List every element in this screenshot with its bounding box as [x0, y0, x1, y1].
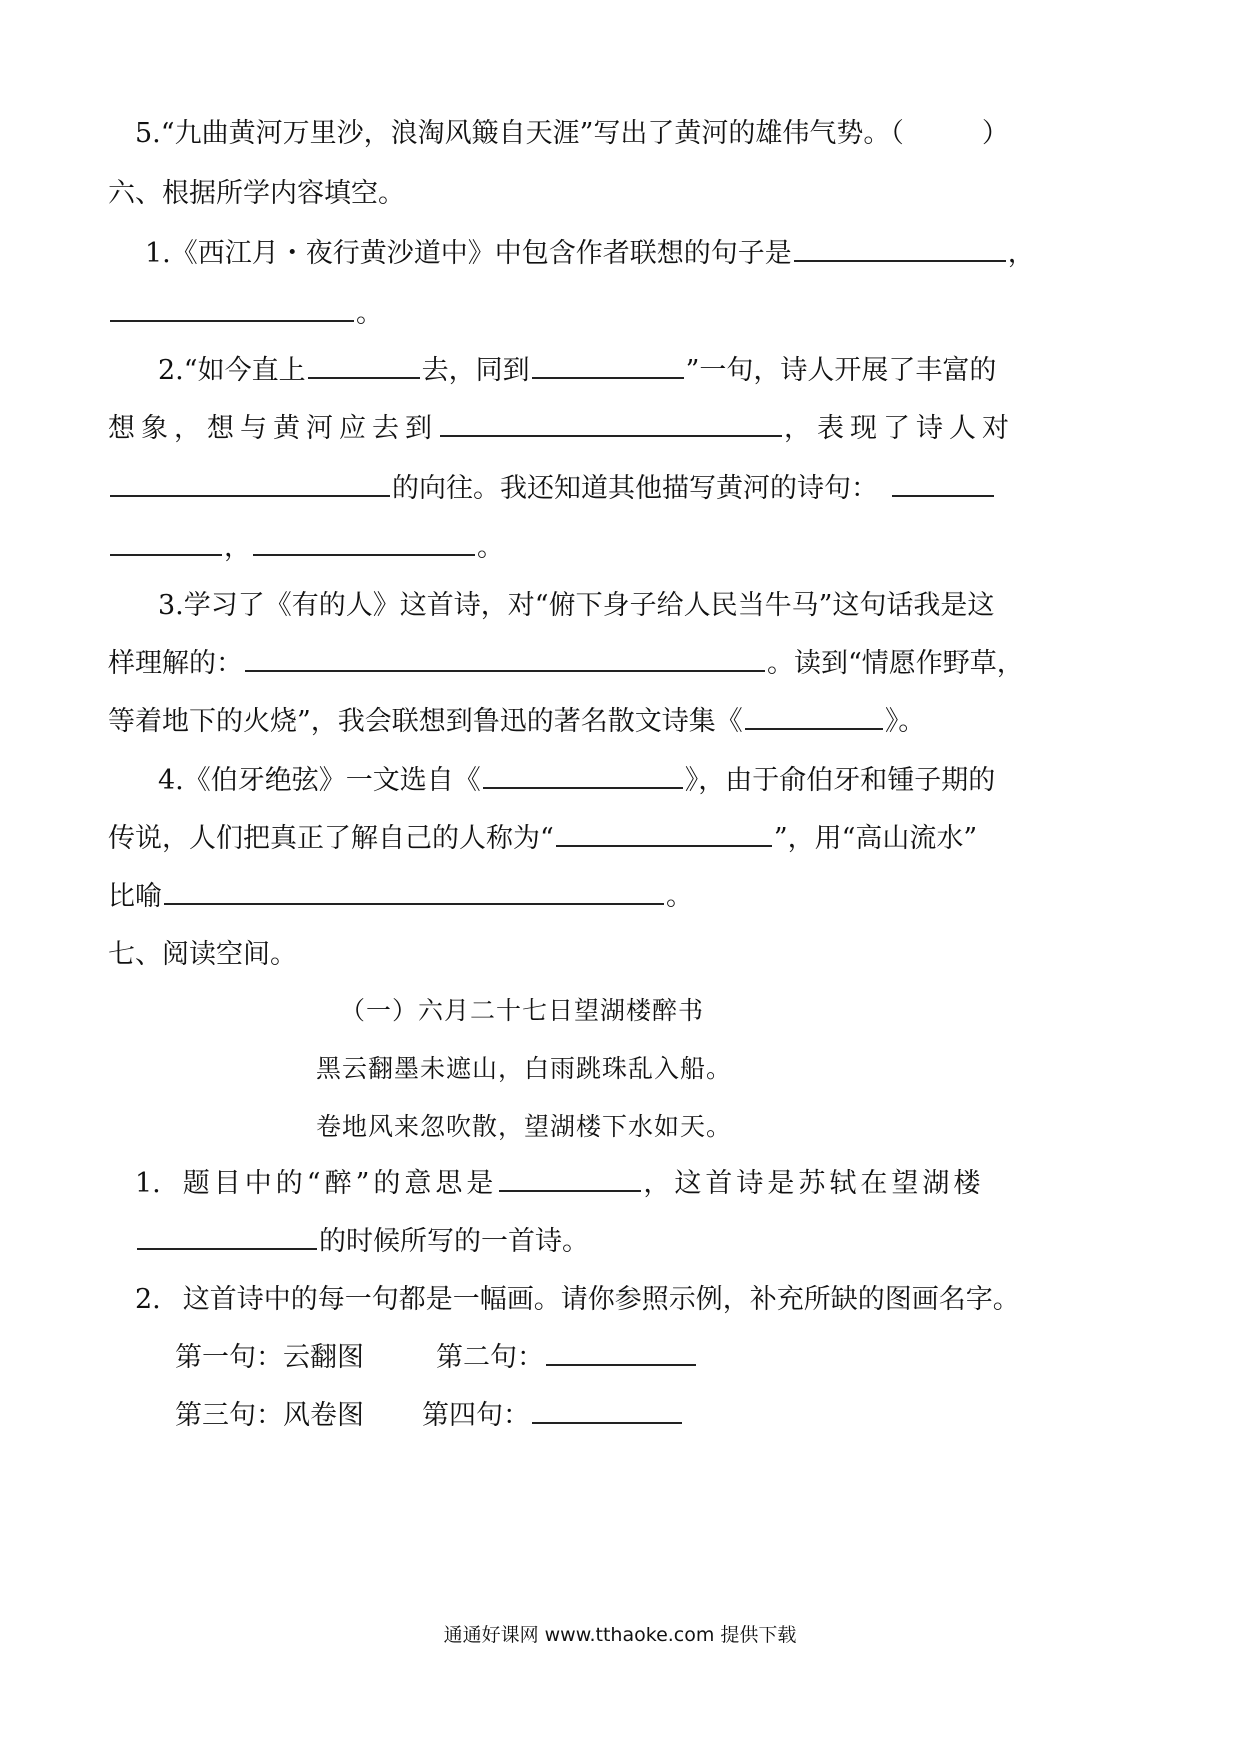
poem-line-1: 黑云翻墨未遮山，白雨跳珠乱入船。 — [316, 1054, 733, 1083]
s6-item2-text-f: 的向往。我还知道其他描写黄河的诗句： — [392, 473, 878, 504]
s7-q2-text: 这首诗中的每一句都是一幅画。请你参照示例，补充所缺的图画名字。 — [182, 1284, 1020, 1315]
fill-blank[interactable] — [532, 1400, 682, 1424]
fill-blank[interactable] — [546, 1342, 696, 1366]
s6-item2-text-h: 。 — [477, 532, 504, 563]
s6-item1-text: 1.《西江月・夜行黄沙道中》中包含作者联想的句子是 — [145, 238, 792, 269]
s7-q2-row1 — [175, 1340, 698, 1376]
s6-item4-text-b: 》，由于俞伯牙和锺子期的 — [684, 765, 996, 796]
s6-item1-comma: ， — [1007, 238, 1035, 269]
s6-item1-end: 。 — [356, 298, 383, 329]
s6-item3-text-d: 等着地下的火烧”，我会联想到鲁迅的著名散文诗集《 — [108, 706, 743, 737]
question-5-text: 5.“九曲黄河万里沙，浪淘风簸自天涯”写出了黄河的雄伟气势。（ — [135, 118, 904, 149]
s7-q1-number: 1. — [135, 1168, 161, 1199]
fill-blank[interactable] — [110, 298, 354, 322]
s6-item3-text-c: 。读到“情愿作野草， — [767, 648, 1024, 679]
fill-blank[interactable] — [164, 881, 664, 905]
s6-item2-text-b: 去，同到 — [421, 355, 530, 386]
footer: 通通好课网 www.tthaoke.com 提供下载 — [443, 1624, 797, 1646]
fill-blank[interactable] — [253, 532, 475, 556]
s7-q1-text-b: ，这首诗是苏轼在望湖楼 — [643, 1168, 985, 1199]
s6-item3-text-e: 》。 — [884, 706, 926, 737]
fill-blank[interactable] — [245, 648, 765, 672]
section-7-heading: 七、阅读空间。 — [108, 939, 297, 970]
s6-item4-line3 — [108, 879, 693, 915]
s6-item3-line2 — [108, 646, 1024, 682]
fill-blank[interactable] — [137, 1226, 317, 1250]
row2-label: 第四句： — [422, 1400, 530, 1431]
s6-item3-text-b: 样理解的： — [108, 648, 243, 679]
section-6-heading: 六、根据所学内容填空。 — [108, 178, 405, 209]
fill-blank[interactable] — [110, 473, 390, 497]
s6-item2-line2 — [108, 411, 1015, 447]
question-5-close: ） — [981, 118, 1009, 149]
s6-item2-text-a: 2.“如今直上 — [158, 355, 306, 386]
s6-item3-line1: 3.学习了《有的人》这首诗，对“俯下身子给人民当牛马”这句话我是这 — [158, 590, 995, 621]
fill-blank[interactable] — [308, 355, 420, 379]
s6-item1-line2 — [108, 296, 383, 332]
s6-item2-text-c: ”一句，诗人开展了丰富的 — [685, 355, 997, 386]
fill-blank[interactable] — [532, 355, 684, 379]
s6-item3-line3 — [108, 704, 925, 740]
s6-item4-line2 — [108, 821, 977, 857]
s7-q1-line1 — [135, 1166, 984, 1202]
fill-blank[interactable] — [499, 1168, 641, 1192]
s7-q2-row2 — [175, 1398, 684, 1434]
s6-item2-line4 — [108, 530, 504, 566]
s6-item1-line1 — [145, 236, 1035, 272]
s7-q2-line — [135, 1282, 1020, 1318]
s6-item2-text-g: ， — [224, 532, 251, 563]
fill-blank[interactable] — [440, 413, 782, 437]
fill-blank[interactable] — [556, 823, 772, 847]
s7-q1-text-a: 题目中的“醉”的意思是 — [182, 1168, 498, 1199]
s6-item4-line1 — [158, 763, 995, 799]
s7-q2-number: 2. — [135, 1284, 161, 1315]
s6-item2-text-e: ，表现了诗人对 — [784, 413, 1015, 444]
s6-item4-text-f: 。 — [666, 881, 693, 912]
fill-blank[interactable] — [483, 765, 683, 789]
row1-given: 第一句：云翻图 — [175, 1342, 364, 1373]
s7-q1-line2 — [135, 1224, 589, 1260]
s6-item4-text-c: 传说，人们把真正了解自己的人称为“ — [108, 823, 554, 854]
fill-blank[interactable] — [794, 238, 1006, 262]
row2-given: 第三句：风卷图 — [175, 1400, 364, 1431]
s6-item4-text-a: 4.《伯牙绝弦》一文选自《 — [158, 765, 481, 796]
question-5 — [135, 116, 1009, 152]
poem-title: （一）六月二十七日望湖楼醉书 — [340, 996, 705, 1025]
s6-item4-text-e: 比喻 — [108, 881, 162, 912]
s7-q1-text-c: 的时候所写的一首诗。 — [319, 1226, 589, 1257]
fill-blank[interactable] — [892, 473, 994, 497]
s6-item2-line3 — [108, 471, 996, 507]
s6-item2-line1 — [158, 353, 996, 389]
fill-blank[interactable] — [745, 706, 883, 730]
row1-label: 第二句： — [436, 1342, 544, 1373]
poem-line-2: 卷地风来忽吹散，望湖楼下水如天。 — [316, 1112, 733, 1141]
s6-item2-text-d: 想象，想与黄河应去到 — [108, 413, 438, 444]
fill-blank[interactable] — [110, 532, 222, 556]
s6-item4-text-d: ”，用“高山流水” — [773, 823, 978, 854]
